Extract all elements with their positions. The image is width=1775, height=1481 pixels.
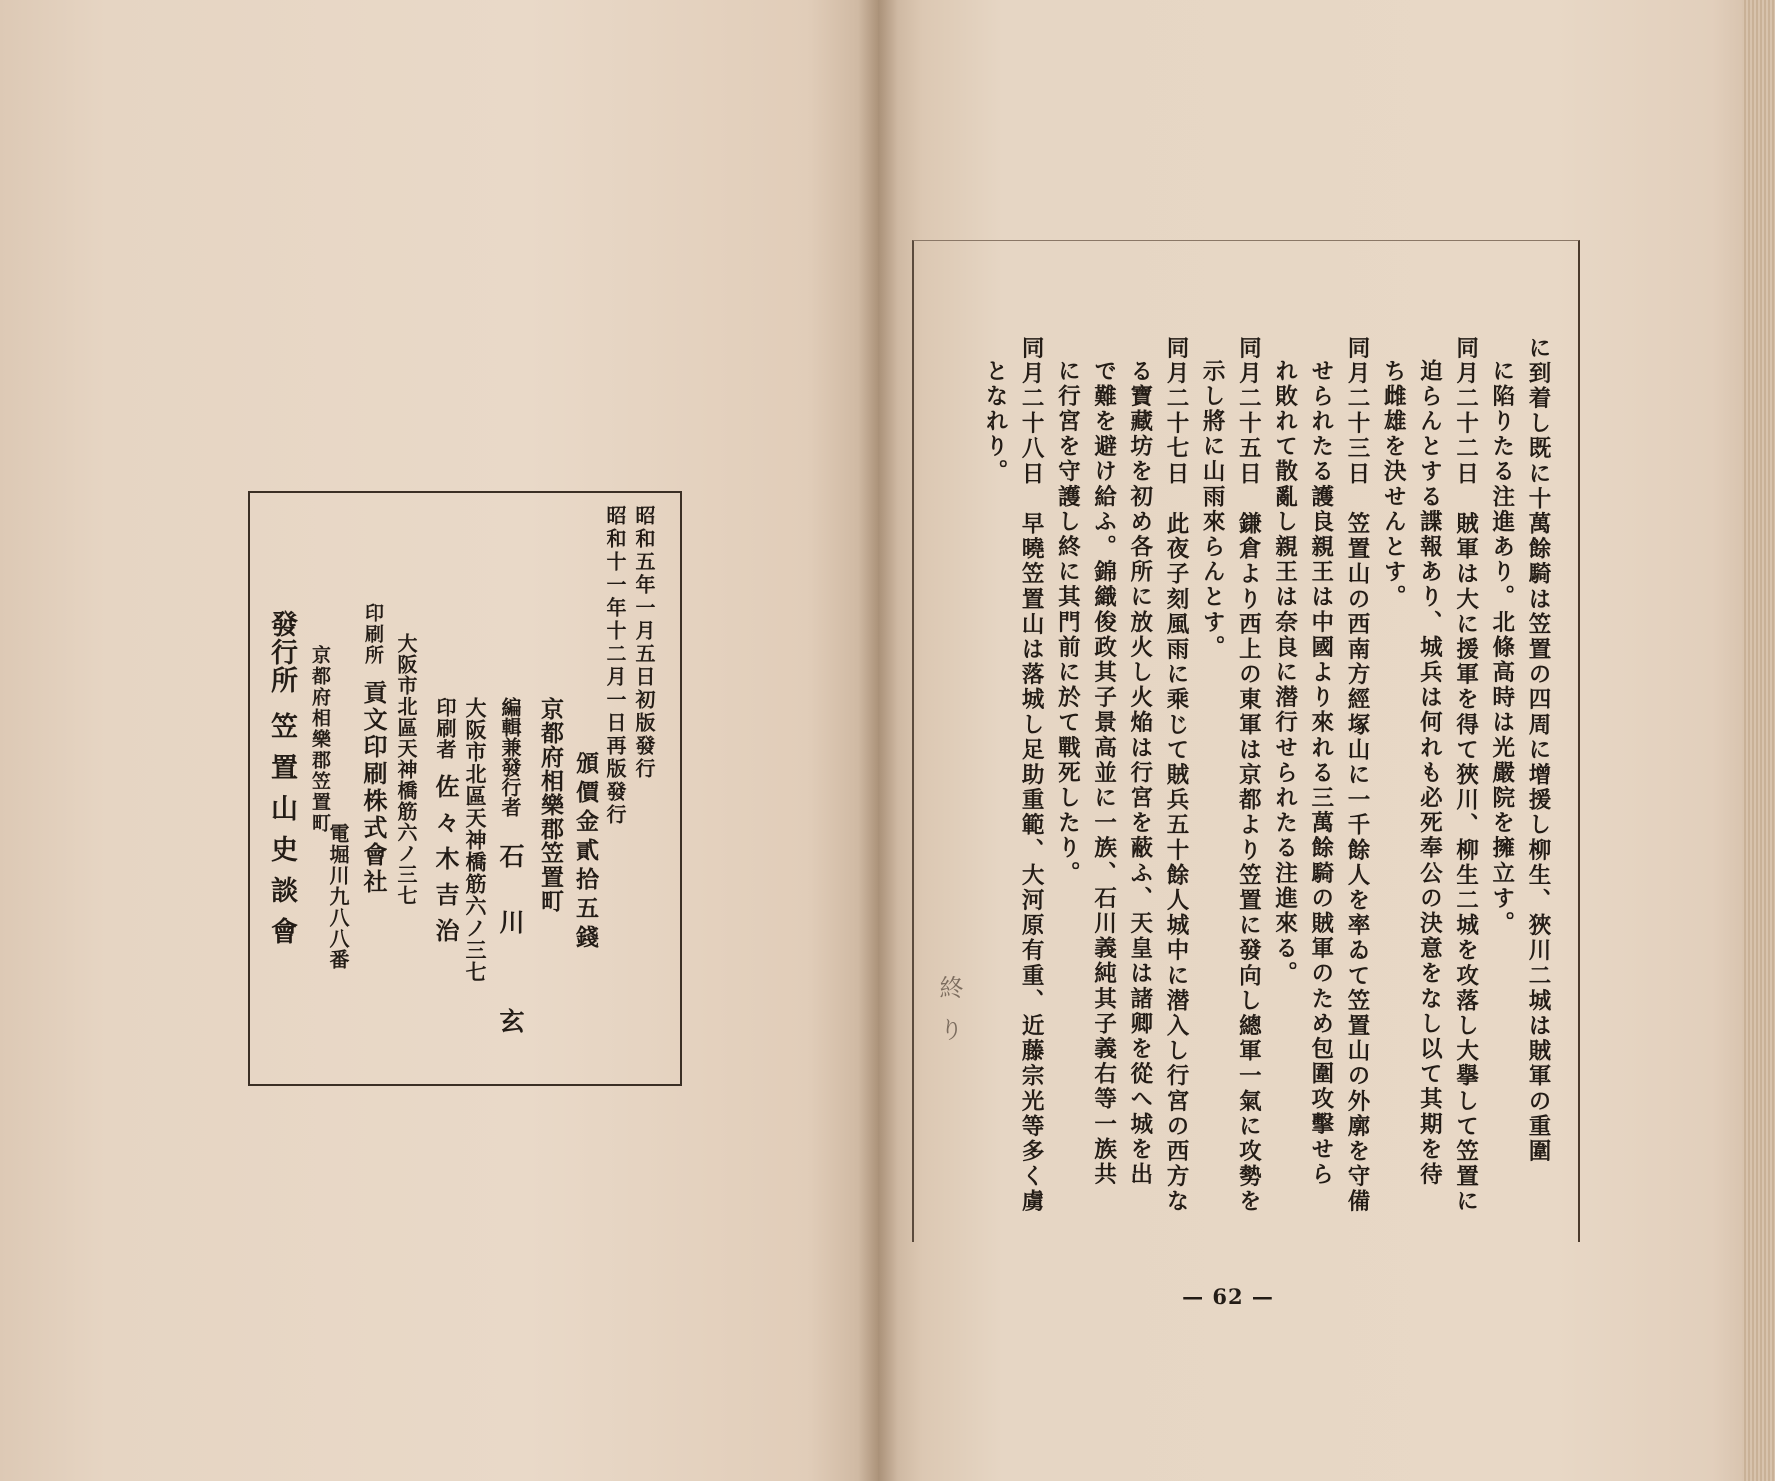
text-frame — [912, 240, 1580, 1242]
text-line: 同月二十七日 此夜子刻風雨に乘じて賊兵五十餘人城中に潜入し行宮の西方な — [1162, 336, 1189, 1215]
faint-end-mark: 終り — [935, 975, 963, 1059]
publisher-name: 笠置山史談會 — [266, 712, 297, 958]
text-line: 示し將に山雨來らんとす。 — [1199, 358, 1226, 660]
publisher-address-2: 京都府相樂郡笠置町 — [309, 645, 331, 834]
text-line: れ敗れて散亂し親王は奈良に潜行せられたる注進來る。 — [1271, 358, 1298, 986]
editor-line — [498, 697, 523, 1041]
phone-number: 電堀川九八八番 — [326, 823, 350, 970]
text-line: に行宮を守護し終に其門前に於て戰死したり。 — [1054, 358, 1081, 886]
text-line: 同月二十三日 笠置山の西南方經塚山に一千餘人を率ゐて笠置山の外廓を守備 — [1343, 336, 1370, 1215]
book-gutter — [858, 0, 898, 1481]
text-line: る寶藏坊を初め各所に放火し火焔は行宮を蔽ふ、天皇は諸卿を從へ城を出 — [1126, 358, 1153, 1187]
printer-address: 大阪市北區天神橋筋六ノ三七 — [463, 697, 488, 983]
editor-label: 編輯兼發行者 — [498, 697, 522, 817]
price: 頒價金貳拾五錢 — [572, 751, 599, 954]
text-line: 迫らんとする諜報あり、城兵は何れも必死奉公の決意をなし以て其期を待 — [1416, 358, 1443, 1187]
text-line: 同月二十二日 賊軍は大に援軍を得て狹川、柳生二城を攻落し大擧して笠置に — [1452, 336, 1479, 1215]
body-text — [936, 336, 1556, 1216]
first-edition-date: 昭和五年一月五日初版發行 — [632, 505, 656, 781]
colophon-box — [248, 491, 682, 1086]
second-edition-date: 昭和十一年十二月一日再版發行 — [603, 505, 627, 827]
printer-line — [431, 697, 460, 954]
text-line: せられたる護良親王は中國より來れる三萬餘騎の賊軍のため包圍攻擊せら — [1307, 358, 1334, 1187]
editor-name: 石 川 玄 — [496, 843, 525, 1041]
publisher-label: 發行所 — [266, 610, 297, 694]
text-line: で難を避け給ふ。錦織俊政其子景高並に一族、石川義純其子義右等一族共 — [1090, 358, 1117, 1187]
printshop-label: 印刷所 — [362, 603, 384, 666]
text-line: に陷りたる注進あり。北條高時は光嚴院を擁立す。 — [1488, 358, 1515, 936]
publisher-line — [268, 610, 295, 958]
text-line: ち雌雄を決せんとす。 — [1380, 358, 1407, 610]
text-line: 同月二十五日 鎌倉より西上の東軍は京都より笠置に發向し總軍一氣に攻勢を — [1235, 336, 1262, 1215]
page-edges — [1742, 0, 1775, 1481]
text-line: 同月二十八日 早曉笠置山は落城し足助重範、大河原有重、近藤宗光等多く虜 — [1018, 336, 1045, 1215]
printer-name: 佐々木吉治 — [431, 774, 460, 954]
printshop-line — [359, 603, 388, 896]
publisher-address: 京都府相樂郡笠置町 — [537, 697, 564, 913]
left-page — [0, 0, 878, 1481]
text-line: に到着し既に十萬餘騎は笠置の四周に增援し柳生、狹川二城は賊軍の重圍 — [1525, 336, 1551, 1165]
printshop-address: 大阪市北區天神橋筋六ノ三七 — [394, 633, 418, 906]
printshop-name: 貢文印刷株式會社 — [359, 680, 388, 896]
page-number: — 62 — — [1182, 1284, 1274, 1309]
text-line: となれり。 — [981, 358, 1008, 484]
printer-label: 印刷者 — [433, 697, 457, 760]
